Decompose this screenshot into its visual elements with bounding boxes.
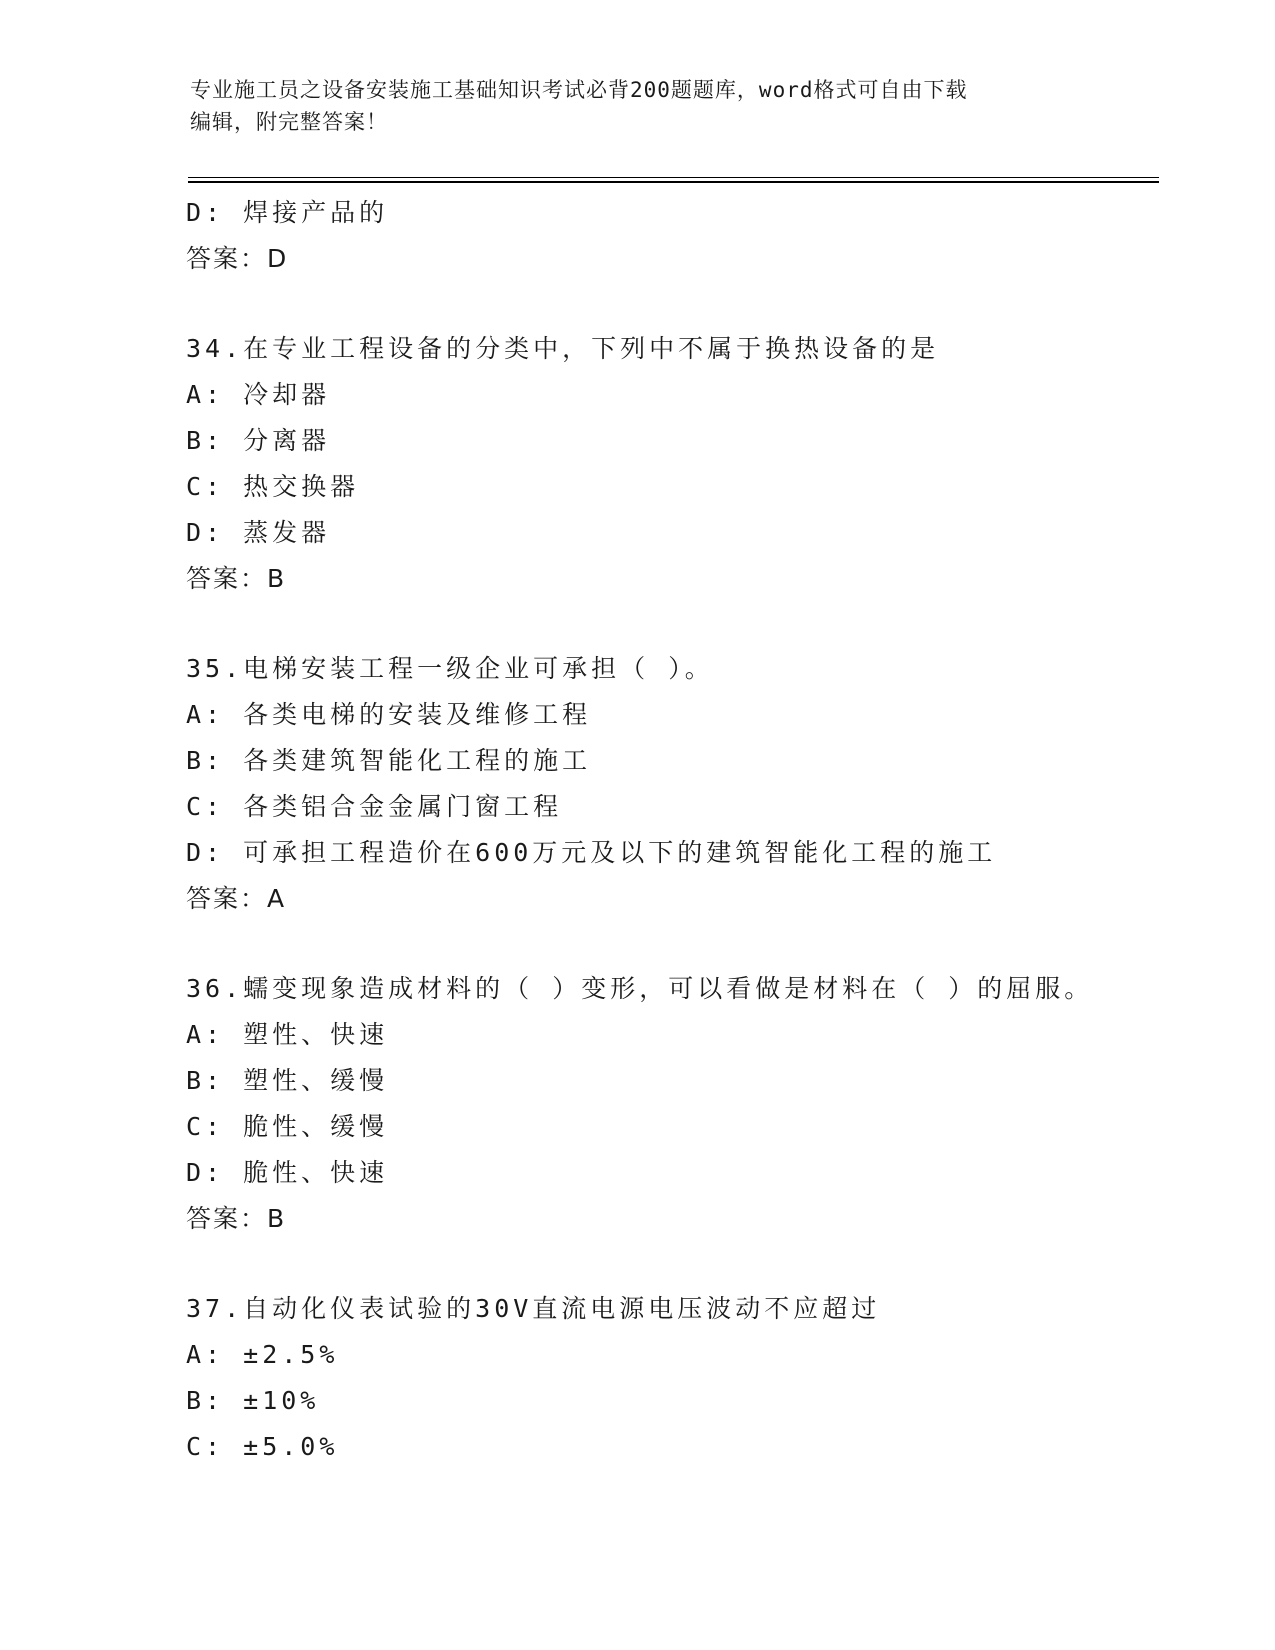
option-d: D: 脆性、快速 [186,1158,389,1187]
header-title-line-1: 专业施工员之设备安装施工基础知识考试必背200题题库，word格式可自由下载 [190,78,968,102]
question-34 [186,326,1146,602]
header-title-line-2: 编辑，附完整答案！ [190,110,388,134]
question-stem: 36.蠕变现象造成材料的（ ）变形，可以看做是材料在（ ）的屈服。 [186,974,1094,1003]
question-37 [186,1286,1146,1470]
document-header [190,74,1090,138]
option-b: B: 塑性、缓慢 [186,1066,389,1095]
question-stem: 34.在专业工程设备的分类中，下列中不属于换热设备的是 [186,334,940,363]
option-b: B: 分离器 [186,426,331,455]
option-a: A: 各类电梯的安装及维修工程 [186,700,592,729]
option-c: C: 热交换器 [186,472,360,501]
option-d: D: 蒸发器 [186,518,331,547]
option-a: A: 冷却器 [186,380,331,409]
answer-line: 答案：B [186,564,287,593]
option-a: A: 塑性、快速 [186,1020,389,1049]
spacer [186,922,1146,966]
option-a: A: ±2.5% [186,1340,339,1369]
option-b: B: ±10% [186,1386,320,1415]
spacer [186,1242,1146,1286]
question-36 [186,966,1146,1242]
option-c: C: 各类铝合金金属门窗工程 [186,792,563,821]
header-divider-thin [188,177,1159,178]
question-35 [186,646,1146,922]
spacer [186,282,1146,326]
question-list [186,190,1146,1470]
question-stem: 35.电梯安装工程一级企业可承担（ ）。 [186,654,714,683]
option-d: D: 焊接产品的 [186,198,389,227]
answer-line: 答案：D [186,244,289,273]
option-c: C: ±5.0% [186,1432,339,1461]
answer-line: 答案：A [186,884,287,913]
question-stem: 37.自动化仪表试验的30V直流电源电压波动不应超过 [186,1294,881,1323]
option-d: D: 可承担工程造价在600万元及以下的建筑智能化工程的施工 [186,838,997,867]
spacer [186,602,1146,646]
option-c: C: 脆性、缓慢 [186,1112,389,1141]
answer-line: 答案：B [186,1204,287,1233]
question-33-continued [186,190,1146,282]
header-divider-thick [188,181,1159,183]
option-b: B: 各类建筑智能化工程的施工 [186,746,592,775]
